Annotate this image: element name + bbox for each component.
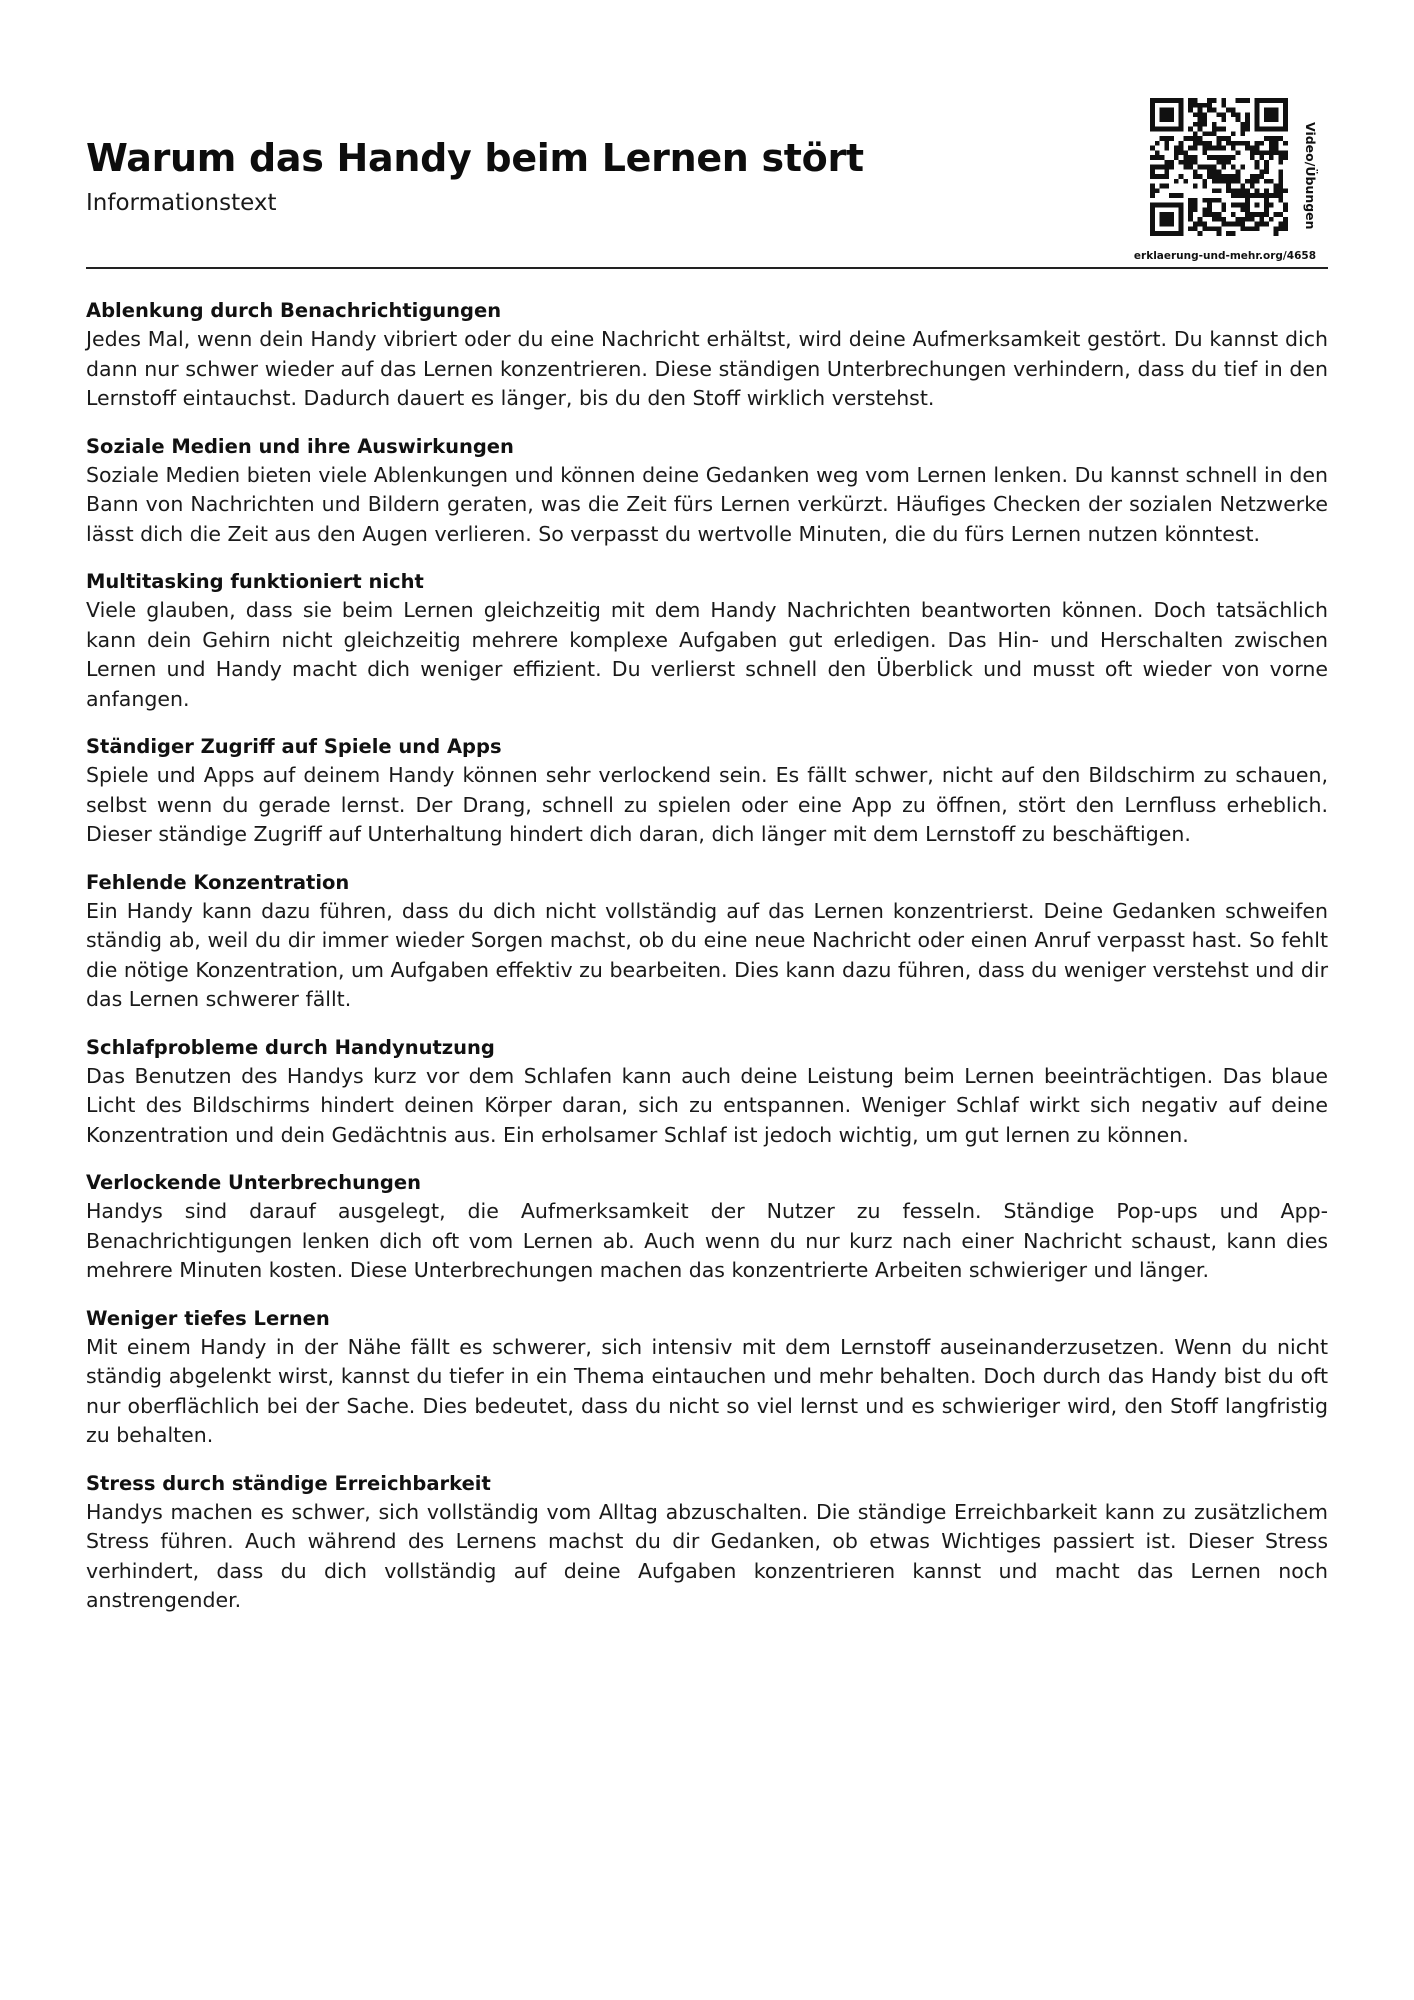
section-text: Spiele und Apps auf deinem Handy können sehr verlockend sein. Es fällt schwer, nicht auf den Bildschirm zu schauen, selbst wenn du gerade lernst. Der Drang, schnell zu spielen oder eine App zu öffnen, stört den Lernfluss erheblich. Dieser ständige Zugriff auf Unterhaltung hindert dich daran, dich länger mit dem Lernstoff zu beschäftigen.	[86, 763, 1328, 846]
video-exercises-label: Video/Übungen	[1303, 122, 1318, 230]
section-text: Mit einem Handy in der Nähe fällt es schwerer, sich intensiv mit dem Lernstoff auseinanderzusetzen. Wenn du nicht ständig abgelenkt wirst, kannst du tiefer in ein Thema eintauchen und mehr behalten. Doch durch das Handy bist du oft nur oberflächlich bei der Sache. Dies bedeutet, dass du nicht so viel lernst und es schwieriger wird, den Stoff langfristig zu behalten.	[86, 1334, 1328, 1447]
section-stress	[86, 1469, 1328, 1616]
section-heading: Schlafprobleme durch Handynutzung	[86, 1035, 495, 1059]
section-notifications	[86, 296, 1328, 414]
section-text: Ein Handy kann dazu führen, dass du dich nicht vollständig auf das Lernen konzentrierst. Deine Gedanken schweifen ständig ab, weil du dir immer wieder Sorgen machst, ob du eine neue Nachricht oder einen Anruf verpasst hast. So fehlt die nötige Konzentration, um Aufgaben effektiv zu bearbeiten. Dies kann dazu führen, dass du weniger verstehst und dir das Lernen schwerer fällt.	[86, 898, 1328, 1011]
section-deep-learning	[86, 1304, 1328, 1451]
section-heading: Ablenkung durch Benachrichtigungen	[86, 299, 502, 322]
section-heading: Soziale Medien und ihre Auswirkungen	[86, 434, 514, 458]
page-subtitle: Informationstext	[86, 190, 277, 216]
section-heading: Multitasking funktioniert nicht	[86, 570, 424, 593]
page-title: Warum das Handy beim Lernen stört	[86, 136, 864, 180]
section-text: Viele glauben, dass sie beim Lernen gleichzeitig mit dem Handy Nachrichten beantworten können. Doch tatsächlich kann dein Gehirn nicht gleichzeitig mehrere komplexe Aufgaben gut erledigen. Das Hin- und Herschalten zwischen Lernen und Handy macht dich weniger effizient. Du verlierst schnell den Überblick und musst oft wieder von vorne anfangen.	[86, 598, 1328, 711]
source-url[interactable]: erklaerung-und-mehr.org/4658	[1133, 250, 1316, 262]
section-social-media	[86, 432, 1328, 550]
qr-code-icon[interactable]	[1150, 98, 1288, 236]
section-interruptions	[86, 1168, 1328, 1286]
section-heading: Verlockende Unterbrechungen	[86, 1171, 421, 1194]
section-text: Jedes Mal, wenn dein Handy vibriert oder du eine Nachricht erhältst, wird deine Aufmerksamkeit gestört. Du kannst dich dann nur schwer wieder auf das Lernen konzentrieren. Diese ständigen Unterbrechungen verhindern, dass du tief in den Lernstoff eintauchst. Dadurch dauert es länger, bis du den Stoff wirklich verstehst.	[86, 327, 1328, 410]
section-heading: Fehlende Konzentration	[86, 870, 350, 894]
section-text: Soziale Medien bieten viele Ablenkungen und können deine Gedanken weg vom Lernen lenken. Du kannst schnell in den Bann von Nachrichten und Bildern geraten, was die Zeit fürs Lernen verkürzt. Häufiges Checken der sozialen Netzwerke lässt dich die Zeit aus den Augen verlieren. So verpasst du wertvolle Minuten, die du fürs Lernen nutzen könntest.	[86, 462, 1328, 546]
section-text: Handys machen es schwer, sich vollständig vom Alltag abzuschalten. Die ständige Erreichbarkeit kann zu zusätzlichem Stress führen. Auch während des Lernens machst du dir Gedanken, ob etwas Wichtiges passiert ist. Dieser Stress verhindert, dass du dich vollständig auf deine Aufgaben konzentrieren kannst und macht das Lernen noch anstrengender.	[86, 1499, 1328, 1612]
section-games-apps	[86, 732, 1328, 850]
header-divider	[86, 267, 1328, 269]
section-concentration	[86, 868, 1328, 1015]
section-heading: Ständiger Zugriff auf Spiele und Apps	[86, 735, 502, 758]
section-multitasking	[86, 567, 1328, 714]
section-heading: Weniger tiefes Lernen	[86, 1306, 330, 1330]
section-text: Handys sind darauf ausgelegt, die Aufmerksamkeit der Nutzer zu fesseln. Ständige Pop-ups und App-Benachrichtigungen lenken dich oft vom Lernen ab. Auch wenn du nur kurz nach einer Nachricht schaust, kann dies mehrere Minuten kosten. Diese Unterbrechungen machen das konzentrierte Arbeiten schwieriger und länger.	[86, 1199, 1328, 1282]
page-header	[86, 0, 1328, 270]
section-sleep	[86, 1033, 1328, 1151]
section-text: Das Benutzen des Handys kurz vor dem Schlafen kann auch deine Leistung beim Lernen beeinträchtigen. Das blaue Licht des Bildschirms hindert deinen Körper daran, sich zu entspannen. Weniger Schlaf wirkt sich negativ auf deine Konzentration und dein Gedächtnis aus. Ein erholsamer Schlaf ist jedoch wichtig, um gut lernen zu können.	[86, 1063, 1328, 1147]
article-body	[86, 296, 1328, 1634]
section-heading: Stress durch ständige Erreichbarkeit	[86, 1471, 491, 1495]
